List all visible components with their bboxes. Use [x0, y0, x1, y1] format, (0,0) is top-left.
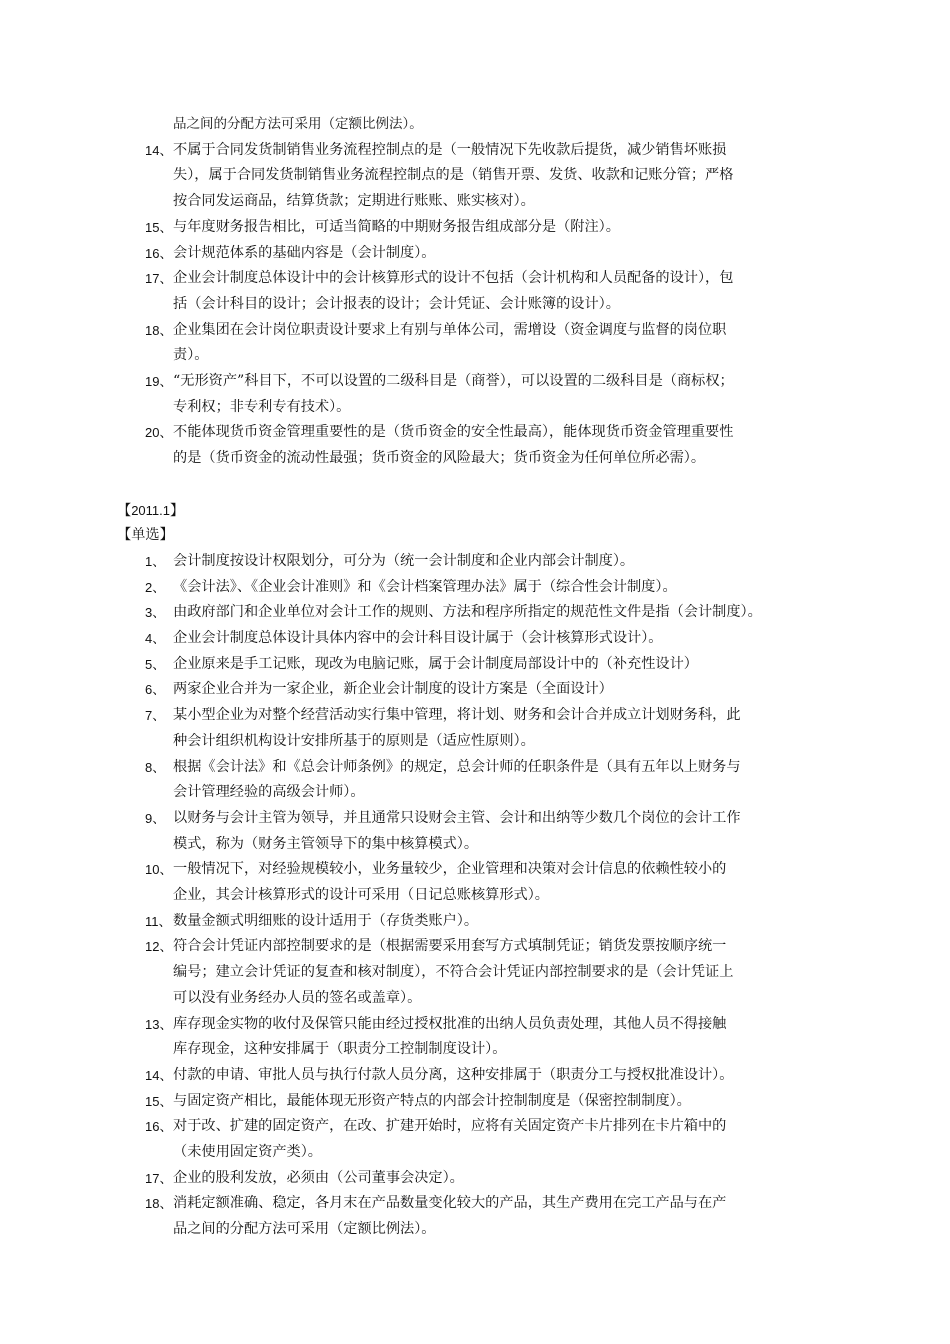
question-item [145, 934, 810, 1011]
question-first-line [145, 806, 810, 832]
question-wrap-line [145, 292, 810, 318]
question-item [145, 626, 810, 652]
number-spacer [145, 832, 173, 858]
question-item [145, 138, 810, 215]
question-wrap-line [145, 986, 810, 1012]
question-item [145, 1089, 810, 1115]
number-spacer [145, 1217, 173, 1243]
number-spacer [145, 960, 173, 986]
question-number: 5、 [145, 656, 166, 672]
section-subheader: 【单选】 [117, 527, 174, 544]
question-wrap-line [145, 729, 810, 755]
question-item [145, 420, 810, 471]
question-text: 企业集团在会计岗位职责设计要求上有别与单体公司，需增设（资金调度与监督的岗位职 [173, 321, 727, 338]
question-number: 17、 [145, 271, 173, 287]
question-item [145, 677, 810, 703]
question-number: 12、 [145, 939, 173, 955]
question-list-a [145, 138, 810, 472]
question-text: 以财务与会计主管为领导，并且通常只设财会主管、会计和出纳等少数几个岗位的会计工作 [173, 809, 741, 826]
number-spacer [145, 1140, 173, 1166]
question-number: 15、 [145, 219, 173, 235]
question-text: 对于改、扩建的固定资产，在改、扩建开始时，应将有关固定资产卡片排列在卡片箱中的 [173, 1118, 727, 1135]
question-first-line [145, 857, 810, 883]
question-wrap-line [145, 395, 810, 421]
question-first-line [145, 215, 810, 241]
question-first-line [145, 241, 810, 267]
question-text: 由政府部门和企业单位对会计工作的规则、方法和程序所指定的规范性文件是指（会计制度）。 [173, 604, 762, 621]
question-text: 可以没有业务经办人员的签名或盖章）。 [173, 989, 422, 1006]
header-year: 2011.1 [131, 502, 170, 518]
question-first-line [145, 369, 810, 395]
question-text: 与固定资产相比，最能体现无形资产特点的内部会计控制制度是（保密控制制度）。 [173, 1092, 691, 1109]
question-text: 模式，称为（财务主管领导下的集中核算模式）。 [173, 835, 479, 852]
question-first-line [145, 1166, 810, 1192]
question-number: 8、 [145, 759, 166, 775]
question-number: 3、 [145, 605, 166, 621]
question-text: 数量金额式明细账的设计适用于（存货类账户）。 [173, 912, 479, 929]
number-spacer [145, 729, 173, 755]
question-number: 6、 [145, 682, 166, 698]
question-text: 两家企业合并为一家企业，新企业会计制度的设计方案是（全面设计） [173, 681, 613, 698]
question-first-line [145, 909, 810, 935]
question-number: 4、 [145, 631, 166, 646]
question-text: 不能体现货币资金管理重要性的是（货币资金的安全性最高），能体现货币资金管理重要性 [173, 424, 734, 441]
question-wrap-line [145, 1140, 810, 1166]
question-text: 与年度财务报告相比，可适当简略的中期财务报告组成部分是（附注）。 [173, 218, 620, 235]
question-text: 库存现金，这种安排属于（职责分工控制制度设计）。 [173, 1041, 507, 1058]
question-first-line [145, 1063, 810, 1089]
question-item [145, 806, 810, 857]
number-spacer [145, 343, 173, 369]
question-first-line [145, 575, 810, 601]
continuation-line: 品之间的分配方法可采用（定额比例法）。 [173, 116, 423, 132]
question-first-line [145, 703, 810, 729]
question-number: 15、 [145, 1093, 173, 1109]
question-item [145, 1191, 810, 1242]
number-spacer [145, 1037, 173, 1063]
question-first-line [145, 934, 810, 960]
question-number: 1、 [145, 553, 166, 569]
question-wrap-line [145, 780, 810, 806]
question-text: 专利权；非专利专有技术）。 [173, 398, 351, 415]
number-spacer [145, 986, 173, 1012]
question-wrap-line [145, 163, 810, 189]
question-list-b [145, 549, 810, 1243]
question-text: 责）。 [173, 347, 209, 364]
question-number: 14、 [145, 142, 173, 158]
question-item [145, 369, 810, 420]
question-item [145, 652, 810, 678]
question-number: 16、 [145, 245, 173, 261]
question-number: 7、 [145, 708, 166, 724]
question-item [145, 755, 810, 806]
question-wrap-line [145, 1217, 810, 1243]
question-text: 企业原来是手工记账，现改为电脑记账，属于会计制度局部设计中的（补充性设计） [173, 655, 698, 672]
question-number: 16、 [145, 1119, 173, 1135]
question-number: 18、 [145, 1196, 173, 1212]
question-text: 《会计法》、《企业会计准则》和《会计档案管理办法》属于（综合性会计制度）。 [173, 578, 677, 595]
question-number: 2、 [145, 579, 166, 595]
question-item [145, 1012, 810, 1063]
question-first-line [145, 1012, 810, 1038]
question-text: 的是（货币资金的流动性最强；货币资金的风险最大；货币资金为任何单位所必需）。 [173, 450, 706, 467]
question-item [145, 1166, 810, 1192]
question-first-line [145, 755, 810, 781]
question-text: 按合同发运商品，结算货款；定期进行账账、账实核对）。 [173, 193, 535, 210]
question-text: 付款的申请、审批人员与执行付款人员分离，这种安排属于（职责分工与授权批准设计）。 [173, 1066, 734, 1083]
question-text: 一般情况下，对经验规模较小，业务量较少，企业管理和决策对会计信息的依赖性较小的 [173, 861, 727, 878]
question-number: 14、 [145, 1067, 173, 1083]
question-text: 消耗定额准确、稳定，各月末在产品数量变化较大的产品，其生产费用在完工产品与在产 [173, 1195, 727, 1212]
question-text: 企业会计制度总体设计中的会计核算形式的设计不包括（会计机构和人员配备的设计），包 [173, 270, 734, 287]
question-text: “无形资产”科目下，不可以设置的二级科目是（商誉），可以设置的二级科目是（商标权； [173, 373, 734, 390]
question-wrap-line [145, 189, 810, 215]
question-number: 13、 [145, 1016, 173, 1032]
question-text: 会计制度按设计权限划分，可分为（统一会计制度和企业内部会计制度）。 [173, 552, 635, 569]
question-wrap-line [145, 883, 810, 909]
question-wrap-line [145, 343, 810, 369]
question-text: 会计规范体系的基础内容是（会计制度）。 [173, 244, 436, 261]
question-text: 企业的股利发放，必须由（公司董事会决定）。 [173, 1169, 464, 1186]
question-first-line [145, 318, 810, 344]
question-item [145, 241, 810, 267]
question-first-line [145, 549, 810, 575]
question-text: 不属于合同发货制销售业务流程控制点的是（一般情况下先收款后提货，减少销售坏账损 [173, 141, 727, 158]
question-first-line [145, 1114, 810, 1140]
question-text: 会计管理经验的高级会计师）。 [173, 784, 365, 801]
question-text: 某小型企业为对整个经营活动实行集中管理，将计划、财务和会计合并成立计划财务科，此 [173, 707, 741, 724]
question-wrap-line [145, 960, 810, 986]
question-first-line [145, 600, 810, 626]
section-header [117, 498, 810, 524]
question-item [145, 600, 810, 626]
question-wrap-line [145, 446, 810, 472]
question-wrap-line [145, 832, 810, 858]
question-text: 失），属于合同发货制销售业务流程控制点的是（销售开票、发货、收款和记账分管；严格 [173, 167, 734, 184]
question-item [145, 703, 810, 754]
question-text: 企业会计制度总体设计具体内容中的会计科目设计属于（会计核算形式设计）。 [173, 630, 663, 646]
question-text: （未使用固定资产类）。 [173, 1144, 322, 1161]
question-item [145, 575, 810, 601]
question-number: 19、 [145, 374, 173, 390]
question-first-line [145, 1191, 810, 1217]
question-text: 库存现金实物的收付及保管只能由经过授权批准的出纳人员负责处理，其他人员不得接触 [173, 1015, 727, 1032]
question-number: 11、 [145, 913, 172, 929]
question-number: 17、 [145, 1170, 173, 1186]
question-number: 10、 [145, 862, 173, 878]
question-text: 编号；建立会计凭证的复查和核对制度），不符合会计凭证内部控制要求的是（会计凭证上 [173, 964, 734, 981]
header-bracket-open: 【 [117, 502, 132, 519]
number-spacer [145, 780, 173, 806]
question-text: 品之间的分配方法可采用（定额比例法）。 [173, 1221, 436, 1238]
question-item [145, 1063, 810, 1089]
question-item [145, 1114, 810, 1165]
question-item [145, 549, 810, 575]
question-item [145, 857, 810, 908]
question-item [145, 318, 810, 369]
question-text: 括（会计科目的设计；会计报表的设计；会计凭证、会计账簿的设计）。 [173, 295, 620, 312]
question-first-line [145, 420, 810, 446]
question-number: 20、 [145, 425, 173, 441]
question-first-line [145, 677, 810, 703]
question-item [145, 266, 810, 317]
header-bracket-close: 】 [170, 502, 185, 519]
question-number: 18、 [145, 322, 173, 338]
question-number: 9、 [145, 810, 166, 826]
number-spacer [145, 189, 173, 215]
number-spacer [145, 163, 173, 189]
question-item [145, 909, 810, 935]
number-spacer [145, 395, 173, 421]
number-spacer [145, 883, 173, 909]
question-item [145, 215, 810, 241]
question-first-line [145, 626, 810, 652]
section-gap [145, 472, 810, 498]
question-first-line [145, 1089, 810, 1115]
question-text: 根据《会计法》和《总会计师条例》的规定，总会计师的任职条件是（具有五年以上财务与 [173, 758, 741, 775]
question-first-line [145, 652, 810, 678]
number-spacer [145, 292, 173, 318]
number-spacer [145, 446, 173, 472]
question-wrap-line [145, 1037, 810, 1063]
question-first-line [145, 266, 810, 292]
question-first-line [145, 138, 810, 164]
question-text: 种会计组织机构设计安排所基于的原则是（适应性原则）。 [173, 732, 535, 749]
document-body [117, 112, 810, 1243]
question-text: 符合会计凭证内部控制要求的是（根据需要采用套写方式填制凭证；销货发票按顺序统一 [173, 938, 727, 955]
question-text: 企业，其会计核算形式的设计可采用（日记总账核算形式）。 [173, 887, 549, 904]
